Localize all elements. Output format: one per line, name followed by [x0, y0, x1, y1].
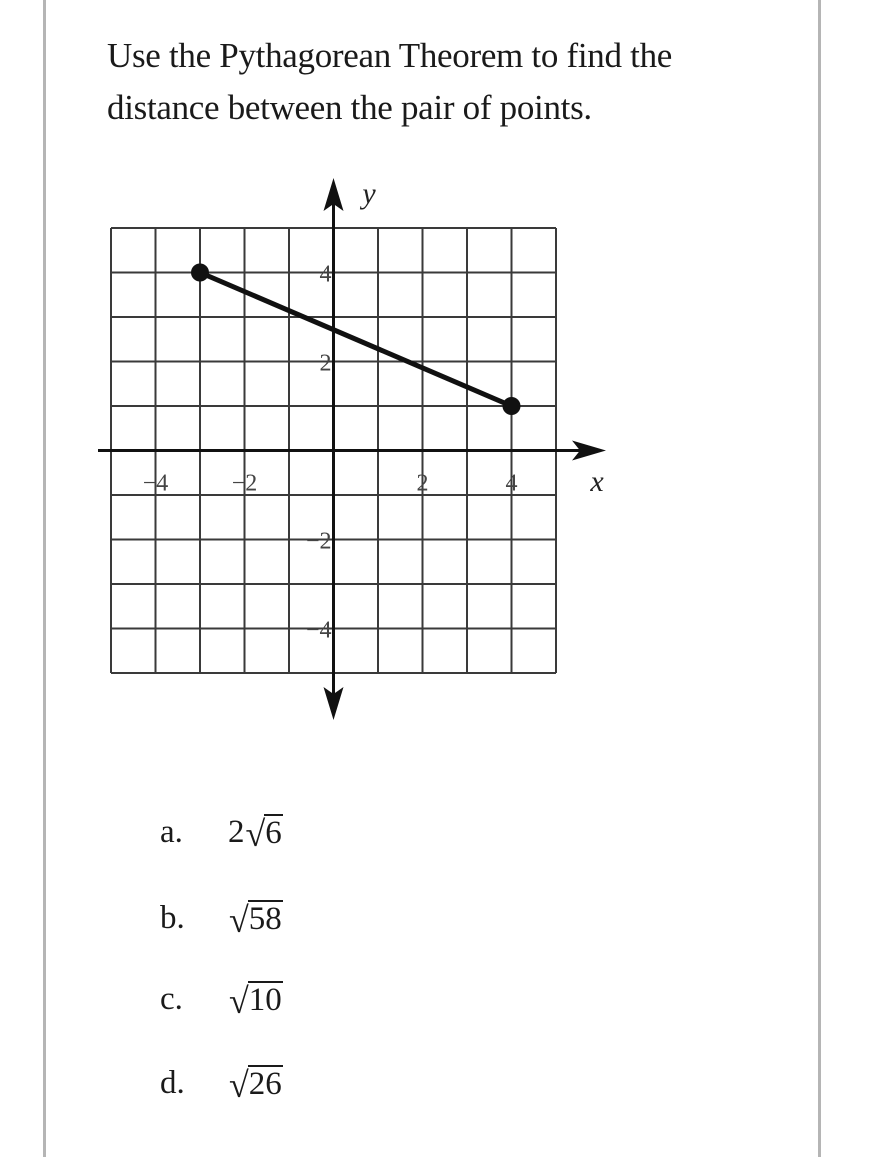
- x-tick-label: −4: [142, 470, 169, 497]
- square-root-icon: √: [229, 900, 249, 940]
- graph-axes: [98, 177, 606, 720]
- graph-segment: [191, 261, 521, 416]
- square-root-icon: √: [229, 981, 249, 1021]
- choice-letter: b.: [160, 899, 185, 936]
- square-root-icon: √: [245, 814, 266, 854]
- x-tick-label: 4: [505, 470, 518, 497]
- choice-coefficient: 2: [228, 813, 245, 850]
- question-line-1: Use the Pythagorean Theorem to find the: [107, 36, 672, 75]
- choice-radicand: 58: [248, 901, 282, 937]
- answer-choice-c[interactable]: [160, 969, 283, 1029]
- y-tick-label: 2: [319, 350, 332, 377]
- answer-choice-b[interactable]: [160, 888, 283, 948]
- answer-choice-d[interactable]: [160, 1053, 283, 1113]
- segment-end-point: [503, 397, 521, 415]
- answer-choice-a[interactable]: [160, 802, 283, 862]
- choice-value: [228, 978, 283, 1020]
- x-axis-label: x: [590, 465, 604, 498]
- choice-radicand: 26: [248, 1066, 282, 1102]
- choice-value: [228, 811, 283, 853]
- graph-tick-labels: [143, 262, 518, 644]
- choice-value: [228, 1062, 283, 1104]
- choice-value: [228, 897, 283, 939]
- y-tick-label: −2: [305, 528, 332, 555]
- y-tick-label: −4: [305, 617, 332, 644]
- y-axis-label: y: [362, 177, 376, 210]
- segment-start-point: [191, 264, 209, 282]
- choice-letter: d.: [160, 1064, 185, 1101]
- line-segment: [200, 273, 512, 407]
- question-line-2: distance between the pair of points.: [107, 88, 592, 127]
- choice-radicand: 10: [248, 982, 282, 1018]
- choice-radicand: 6: [265, 815, 282, 851]
- y-tick-label: 4: [319, 261, 332, 288]
- x-tick-label: 2: [416, 470, 429, 497]
- choice-letter: a.: [160, 813, 183, 850]
- square-root-icon: √: [229, 1065, 249, 1105]
- x-tick-label: −2: [231, 470, 258, 497]
- choice-letter: c.: [160, 980, 183, 1017]
